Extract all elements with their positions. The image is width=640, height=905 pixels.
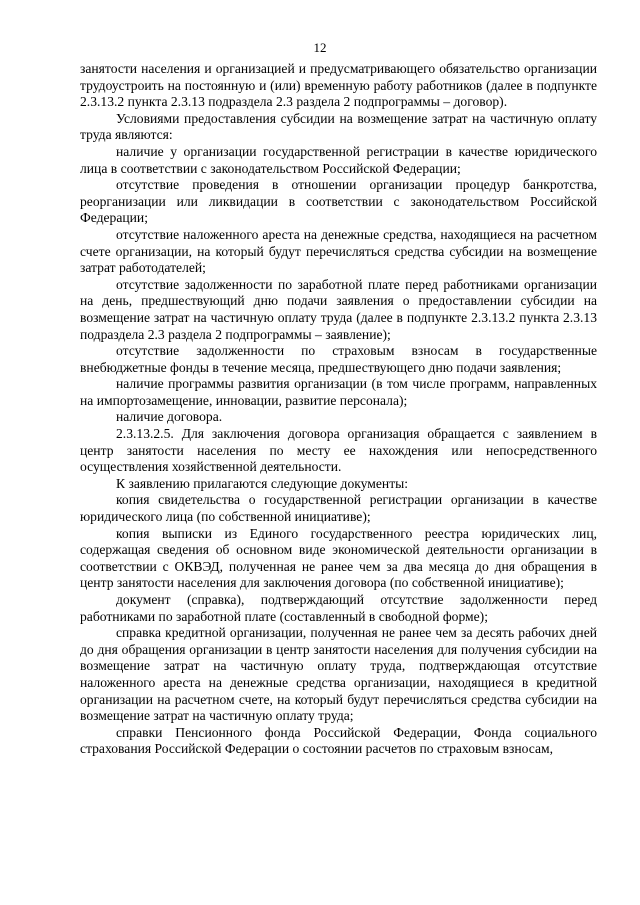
page-number: 12 <box>313 40 327 55</box>
paragraph: копия свидетельства о государственной регистрации организации в качестве юридического лица (по собственной инициативе); <box>80 492 597 525</box>
paragraph: Условиями предоставления субсидии на возмещение затрат на частичную оплату труда являются: <box>80 110 597 143</box>
paragraph: справки Пенсионного фонда Российской Федерации, Фонда социального страхования Российской Федерации о состоянии расчетов по страховым взносам, <box>80 724 597 757</box>
paragraph: документ (справка), подтверждающий отсутствие задолженности перед работниками по заработной плате (составленный в свободной форме); <box>80 592 597 624</box>
document-body <box>80 61 597 758</box>
paragraph: наличие программы развития организации (в том числе программ, направленных на импортозамещение, инновации, развитие персонала); <box>80 376 597 408</box>
paragraph: справка кредитной организации, полученная не ранее чем за десять рабочих дней до дня обращения организации в центр занятости населения для получения субсидии на возмещение затрат на частичную оплату труда, подтверждающая отсутствие наложенного ареста на денежные средства организации, находящиеся в кредитной организации на расчетном счете, на который будут перечисляться средства субсидии на возмещение затрат на частичную оплату труда; <box>80 625 597 724</box>
paragraph: отсутствие наложенного ареста на денежные средства, находящиеся на расчетном счете организации, на который будут перечисляться средства субсидии на возмещение затрат работодателей; <box>80 226 597 276</box>
paragraph: 2.3.13.2.5. Для заключения договора организация обращается с заявлением в центр занятости населения по месту ее нахождения или непосредственного осуществления хозяйственной деятельности. <box>80 426 597 475</box>
paragraph: копия выписки из Единого государственного реестра юридических лиц, содержащая сведения об основном виде экономической деятельности организации в соответствии с ОКВЭД, полученная не ранее чем за два месяца до дня обращения в центр занятости населения для заключения договора (по собственной инициативе); <box>80 525 597 591</box>
paragraph: занятости населения и организацией и предусматривающего обязательство организации трудоустроить на постоянную и (или) временную работу работников (далее в подпункте 2.3.13.2 пункта 2.3.13 подраздела 2.3 раздела 2 подпрограммы – договор). <box>80 61 597 110</box>
paragraph: наличие у организации государственной регистрации в качестве юридического лица в соответствии с законодательством Российской Федерации; <box>80 143 597 176</box>
paragraph: отсутствие задолженности по страховым взносам в государственные внебюджетные фонды в течение месяца, предшествующего дню подачи заявления; <box>80 343 597 375</box>
paragraph: отсутствие задолженности по заработной плате перед работниками организации на день, предшествующий дню подачи заявления о предоставлении субсидии на возмещение затрат на частичную оплату труда (далее в подпункте 2.3.13.2 пункта 2.3.13 подраздела 2.3 раздела 2 подпрограммы – заявление); <box>80 276 597 342</box>
paragraph: наличие договора. <box>116 409 223 425</box>
paragraph: К заявлению прилагаются следующие документы: <box>116 475 409 491</box>
paragraph: отсутствие проведения в отношении организации процедур банкротства, реорганизации или ликвидации в соответствии с законодательством Российской Федерации; <box>80 177 597 226</box>
